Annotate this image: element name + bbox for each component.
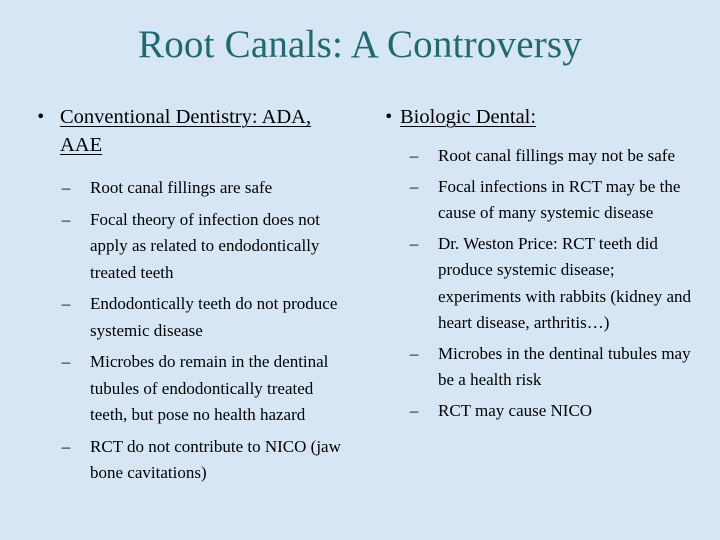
list-item-text: Focal infections in RCT may be the cause of many systemic disease: [438, 176, 681, 222]
bullet-dot: •: [384, 107, 394, 126]
list-item: [56, 291, 354, 344]
list-item: [404, 398, 694, 425]
left-heading: Conventional Dentistry: ADA, AAE: [60, 106, 312, 156]
dash-marker: –: [61, 294, 71, 313]
list-item: [404, 143, 694, 170]
list-item: [56, 434, 354, 487]
list-item-text: Root canal fillings are safe: [90, 178, 273, 197]
bullet-dot: •: [36, 107, 46, 126]
dash-marker: –: [61, 352, 71, 371]
dash-marker: –: [409, 343, 419, 363]
dash-marker: –: [61, 178, 71, 197]
list-item: [56, 207, 354, 287]
left-sub-list: [56, 175, 354, 492]
slide-title: Root Canals: A Controversy: [138, 23, 582, 66]
list-item-text: Focal theory of infection does not apply as related to endodontically treated teeth: [90, 209, 320, 282]
list-item: [56, 175, 354, 202]
list-item: [404, 174, 694, 227]
right-heading: Biologic Dental:: [400, 106, 537, 128]
right-sub-list: [404, 143, 694, 428]
list-item-text: Endodontically teeth do not produce systemic disease: [90, 294, 338, 340]
list-item-text: Microbes in the dentinal tubules may be a health risk: [438, 343, 691, 389]
list-item-text: Microbes do remain in the dentinal tubules of endodontically treated teeth, but pose no health hazard: [90, 352, 329, 424]
list-item-text: Dr. Weston Price: RCT teeth did produce systemic disease; experiments with rabbits (kidney and heart disease, arthritis…): [438, 233, 692, 332]
list-item-text: RCT do not contribute to NICO (jaw bone cavitations): [90, 436, 341, 482]
dash-marker: –: [61, 436, 71, 456]
dash-marker: –: [61, 209, 71, 229]
dash-marker: –: [409, 400, 419, 420]
list-item-text: RCT may cause NICO: [438, 400, 593, 420]
list-item-text: Root canal fillings may not be safe: [438, 146, 675, 165]
dash-marker: –: [409, 146, 419, 165]
dash-marker: –: [409, 176, 419, 196]
list-item: [56, 349, 354, 429]
list-item: [404, 341, 694, 394]
dash-marker: –: [409, 233, 419, 253]
list-item: [404, 231, 694, 337]
